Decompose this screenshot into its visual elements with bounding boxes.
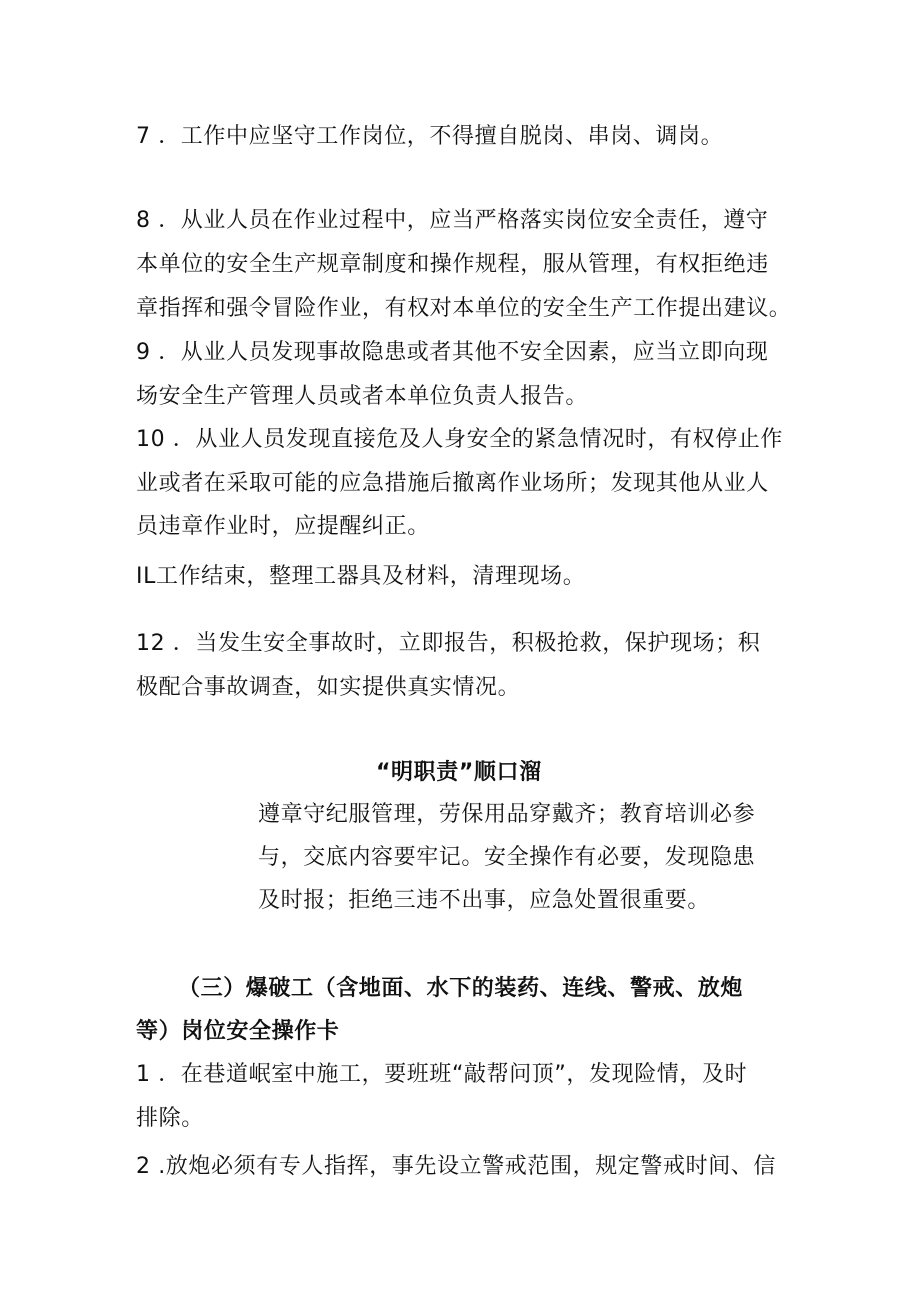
item-9-line-1 xyxy=(136,338,768,368)
item-8-line-3: 章指挥和强令冒险作业，有权对本单位的安全生产工作提出建议。 xyxy=(136,296,792,321)
item-10-line-1 xyxy=(136,425,783,455)
item-7-text: ．工作中应坚守工作岗位，不得擅自脱岗、串岗、调岗。 xyxy=(150,124,724,149)
item-7-number: 7 xyxy=(136,124,151,149)
item-12-line-2: 极配合事故调查，如实提供真实情况。 xyxy=(136,675,521,700)
section-3-heading-line-1: （三）爆破工（含地面、水下的装药、连线、警戒、放炮 xyxy=(178,976,744,1001)
section-3-item-1-line-1 xyxy=(136,1060,747,1090)
item-8-number: 8 xyxy=(136,208,151,233)
item-9-text: ．从业人员发现事故隐患或者其他不安全因素，应当立即向现 xyxy=(150,340,769,365)
section-3-item-2-number: 2 xyxy=(136,1154,151,1179)
item-12-text: ．当发生安全事故时，立即报告，积极抢救，保护现场；积 xyxy=(165,631,761,656)
item-9-number: 9 xyxy=(136,340,151,365)
item-12-line-1 xyxy=(136,629,760,659)
item-10-text: ．从业人员发现直接危及人身安全的紧急情况时，有权停止作 xyxy=(165,427,783,452)
item-10-line-3: 员违章作业时，应提醒纠正。 xyxy=(136,514,430,539)
item-9-line-2: 场安全生产管理人员或者本单位负责人报告。 xyxy=(136,384,589,409)
item-8-text: ．从业人员在作业过程中，应当严格落实岗位安全责任，遵守 xyxy=(150,208,769,233)
item-8-line-1 xyxy=(136,206,768,236)
section-3-item-1-number: 1 xyxy=(136,1062,151,1087)
section-3-item-1-line-2: 排除。 xyxy=(136,1106,204,1131)
section-3-item-2-line-1 xyxy=(136,1152,776,1182)
item-8-line-2: 本单位的安全生产规章制度和操作规程，服从管理，有权拒绝违 xyxy=(136,252,769,277)
section-3-heading-line-2: 等）岗位安全操作卡 xyxy=(136,1019,340,1044)
section-3-item-2-text: .放炮必须有专人指挥，事先设立警戒范围，规定警戒时间、信 xyxy=(150,1154,776,1179)
rhyme-line-1: 遵章守纪服管理，劳保用品穿戴齐；教育培训必参 xyxy=(258,802,756,827)
item-11-line-1: IL工作结束，整理工器具及材料，清理现场。 xyxy=(136,564,586,589)
item-10-number: 10 xyxy=(136,427,166,452)
item-7-line-1 xyxy=(136,122,723,152)
section-3-item-1-text: ．在巷道岷室中施工，要班班“敲帮问顶”，发现险情，及时 xyxy=(150,1062,748,1087)
rhyme-line-2: 与，交底内容要牢记。安全操作有必要，发现隐患 xyxy=(258,845,756,870)
rhyme-line-3: 及时报；拒绝三违不出事，应急处置很重要。 xyxy=(258,888,711,913)
item-12-number: 12 xyxy=(136,631,166,656)
item-10-line-2: 业或者在采取可能的应急措施后撤离作业场所；发现其他从业人 xyxy=(136,471,769,496)
rhyme-title: “明职责”顺口溜 xyxy=(376,760,542,785)
